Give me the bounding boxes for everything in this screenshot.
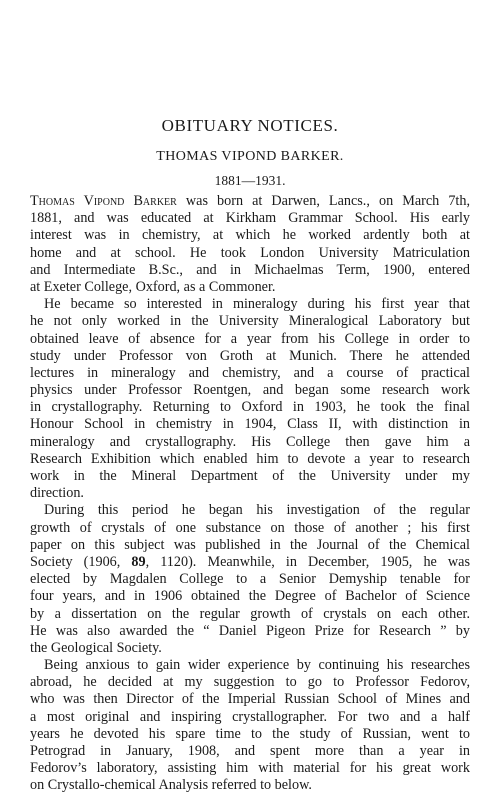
text-line: Research Exhibition which enabled him to devote a year to research (30, 450, 470, 467)
text-line: Petrograd in January, 1908, and spent more than a year in (30, 743, 470, 759)
text-line: years he devoted his spare time to the study of Russian, went to (30, 725, 470, 742)
text-line: four years, and in 1906 obtained the Degree of Bachelor of Science (30, 588, 470, 605)
text-line: interest was in chemistry, at which he worked ardently both at (30, 227, 470, 244)
text-line: Society (1906, 89, 1120). Meanwhile, in December, 1905, he was (30, 553, 471, 570)
paragraph-1 (30, 193, 470, 296)
text-line: study under Professor von Groth at Munich. There he attended (30, 347, 470, 364)
lead-name: Thomas Vipond Barker (30, 193, 177, 209)
text-line: lectures in mineralogy and chemistry, and a course of practical (30, 364, 470, 381)
citation-volume: 89 (131, 553, 146, 570)
person-name: THOMAS VIPOND BARKER. (156, 149, 344, 164)
text-line: Fedorov’s laboratory, assisting him with material for his great work (30, 760, 470, 777)
text-line: he not only worked in the University Mineralogical Laboratory but (30, 313, 470, 330)
paragraph-2 (30, 296, 470, 502)
text-line: Honour School in chemistry in 1904, Class II, with distinction in (30, 416, 470, 433)
text-line: physics under Professor Roentgen, and began some research work (30, 382, 470, 399)
text-line: Being anxious to gain wider experience by continuing his researches (44, 657, 470, 674)
paragraph-3 (30, 502, 470, 657)
text-line: growth of crystals of one substance on those of another ; his first (30, 519, 470, 536)
text-line: paper on this subject was published in the Journal of the Chemical (30, 536, 470, 553)
text-line: home and at school. He took London University Matriculation (30, 244, 470, 261)
text-line: obtained leave of absence for a year from his College in order to (30, 330, 470, 347)
text-line: He was also awarded the “ Daniel Pigeon Prize for Research ” by (30, 622, 470, 639)
text-line: a most original and inspiring crystallographer. For two and a half (30, 708, 470, 725)
text-line: at Exeter College, Oxford, as a Commoner. (30, 278, 276, 295)
text-line: and Intermediate B.Sc., and in Michaelmas Term, 1900, entered (30, 261, 470, 278)
text-line: He became so interested in mineralogy during his first year that (44, 296, 470, 313)
section-title: OBITUARY NOTICES. (161, 116, 339, 135)
text-line: on Crystallo-chemical Analysis referred to below. (30, 777, 312, 794)
text-line: in crystallography. Returning to Oxford in 1903, he took the final (30, 399, 470, 416)
text-line: 1881, and was educated at Kirkham Grammar School. His early (30, 210, 470, 227)
text-line: elected by Magdalen College to a Senior Demyship tenable for (30, 571, 470, 588)
text-line: Thomas Vipond Barker was born at Darwen, Lancs., on March 7th, (30, 193, 470, 209)
text-line: by a dissertation on the regular growth of crystals on each other. (30, 605, 470, 622)
text-line: direction. (30, 485, 84, 502)
text-line: the Geological Society. (30, 639, 162, 656)
life-years: 1881—1931. (214, 173, 286, 188)
text-line: work in the Mineral Department of the University under my (30, 468, 470, 484)
text-line: mineralogy and crystallography. His College then gave him a (30, 433, 470, 450)
text-line: who was then Director of the Imperial Russian School of Mines and (30, 691, 470, 708)
text-line: During this period he began his investigation of the regular (44, 502, 470, 519)
text-line: abroad, he decided at my suggestion to go to Professor Fedorov, (30, 674, 470, 691)
obituary-body (30, 193, 470, 795)
paragraph-4 (30, 657, 470, 795)
